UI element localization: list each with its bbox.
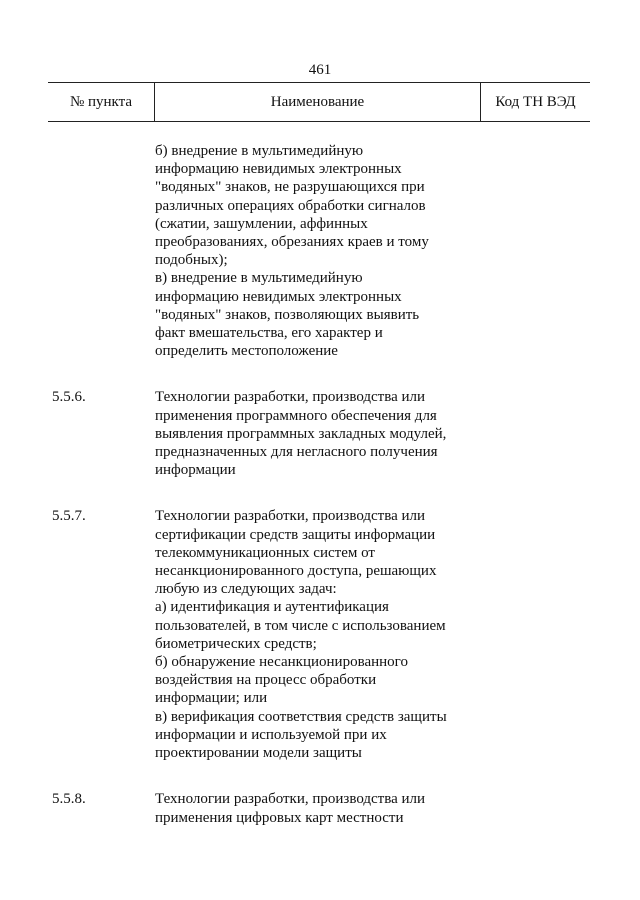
text-line: в) внедрение в мультимедийную: [155, 270, 363, 287]
text-line: "водяных" знаков, позволяющих выявить: [155, 306, 420, 323]
text-line: различных операциях обработки сигналов: [155, 197, 426, 214]
text-line: Технологии разработки, производства или: [155, 508, 426, 525]
text-line: б) внедрение в мультимедийную: [155, 143, 364, 159]
entry-description: [155, 790, 485, 826]
text-line: телекоммуникационных систем от: [155, 544, 375, 561]
text-line: подобных);: [155, 252, 228, 269]
text-line: б) обнаружение несанкционированного: [155, 654, 408, 671]
table-header: [48, 82, 590, 122]
table-row-5-5-7: [0, 507, 640, 762]
text-line: сертификации средств защиты информации: [155, 526, 436, 543]
text-line: факт вмешательства, его характер и: [155, 325, 383, 342]
entry-number: 5.5.6.: [52, 389, 86, 406]
column-header-code: Код ТН ВЭД: [495, 93, 576, 110]
text-line: биометрических средств;: [155, 635, 317, 652]
entry-number: 5.5.7.: [52, 508, 86, 525]
text-line: информации и используемой при их: [155, 726, 387, 743]
text-line: применения программного обеспечения для: [155, 407, 437, 424]
table-row-continuation: [0, 142, 640, 360]
text-line: применения цифровых карт местности: [155, 809, 404, 826]
column-header-name: Наименование: [154, 83, 481, 121]
text-line: а) идентификация и аутентификация: [155, 599, 389, 616]
text-line: Технологии разработки, производства или: [155, 791, 426, 808]
text-line: Технологии разработки, производства или: [155, 389, 426, 406]
table-row-5-5-6: [0, 388, 640, 479]
text-line: предназначенных для негласного получения: [155, 444, 438, 461]
text-line: информацию невидимых электронных: [155, 161, 402, 178]
text-line: информации; или: [155, 690, 268, 707]
table-body: [0, 142, 640, 827]
text-line: информации: [155, 462, 236, 479]
text-line: в) верификация соответствия средств защиты: [155, 708, 447, 725]
text-line: проектировании модели защиты: [155, 745, 362, 762]
text-line: (сжатии, зашумлении, аффинных: [155, 215, 368, 232]
entry-description: [155, 142, 485, 360]
entry-description: [155, 388, 485, 479]
text-line: несанкционированного доступа, решающих: [155, 563, 437, 580]
text-line: пользователей, в том числе с использованием: [155, 617, 446, 634]
text-line: выявления программных закладных модулей,: [155, 425, 447, 442]
text-line: любую из следующих задач:: [155, 581, 337, 598]
text-line: информацию невидимых электронных: [155, 288, 402, 305]
table-row-5-5-8: [0, 790, 640, 826]
column-header-number: № пункта: [69, 93, 133, 110]
entry-number: 5.5.8.: [52, 791, 86, 808]
entry-description: [155, 507, 485, 762]
text-line: воздействия на процесс обработки: [155, 672, 377, 689]
page-number: 461: [308, 62, 332, 78]
text-line: преобразованиях, обрезаниях краев и тому: [155, 234, 429, 251]
text-line: определить местоположение: [155, 343, 338, 360]
text-line: "водяных" знаков, не разрушающихся при: [155, 179, 425, 196]
